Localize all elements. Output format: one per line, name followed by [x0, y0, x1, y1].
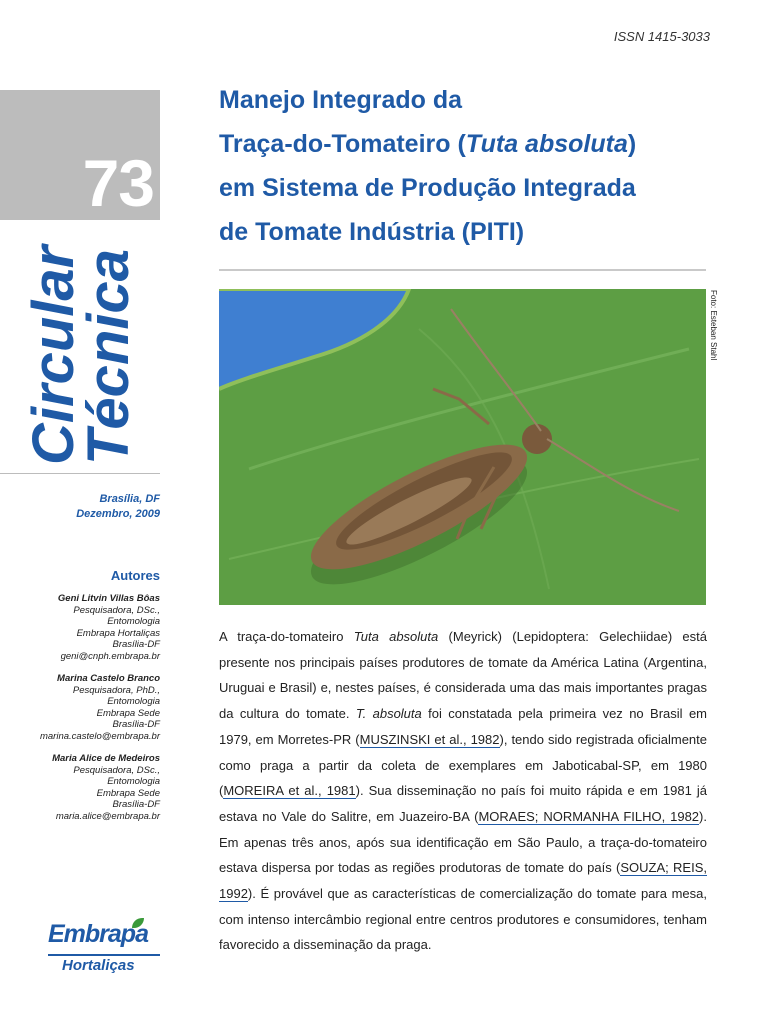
series-title: [21, 225, 156, 465]
title-line-2: [219, 122, 759, 166]
author-city: Brasília-DF: [112, 639, 160, 650]
author-entry: [40, 593, 160, 662]
author-entry: [40, 753, 160, 822]
logo-name: Embrapa: [48, 920, 148, 948]
title-divider: [219, 269, 706, 271]
body-text-segment: ), tendo sido registrada oficialmente como praga a partir da coleta de exemplares em Jaboticabal-SP, em 1980 (: [219, 731, 707, 799]
author-name: Maria Alice de Medeiros: [52, 753, 160, 764]
author-email[interactable]: geni@cnph.embrapa.br: [60, 650, 160, 662]
title-line-1: Manejo Integrado da: [219, 86, 463, 114]
logo-unit: Hortaliças: [62, 957, 135, 974]
body-text-segment: ). Em apenas três anos, após sua identificação em São Paulo, a traça-do-tomateiro estava dispersa por todas as regiões produtoras de tomate do país (: [219, 808, 707, 876]
title-line-4: de Tomate Indústria (PITI): [219, 218, 525, 246]
author-email[interactable]: marina.castelo@embrapa.br: [39, 730, 160, 742]
author-degree: Pesquisadora, DSc.,: [73, 764, 160, 776]
author-name: Marina Castelo Branco: [57, 673, 160, 684]
series-title-word-1: Circular: [21, 245, 86, 465]
authors-list: [40, 593, 160, 833]
author-unit: Embrapa Sede: [96, 707, 160, 719]
sidebar-divider: [0, 473, 160, 474]
body-text-segment: (Meyrick) (Lepidoptera: Gelechiidae) está presente nos principais países produtores de tomate da América Latina (Argentina, Uruguai e Brasil) e, nestes países, é considerada uma das mais importantes pragas da cultura do tomate.: [219, 629, 708, 722]
author-degree: Pesquisadora, DSc.,: [73, 604, 160, 616]
author-entry: [40, 673, 160, 742]
author-unit: Embrapa Sede: [96, 787, 160, 799]
citation-link[interactable]: MOREIRA et al., 1981: [223, 783, 356, 799]
embrapa-logo: [48, 918, 160, 980]
body-text-segment: ). É provável que as características de comercialização do tomate para mesa, com intenso intercâmbio regional entre centros produtores e consumidores, tenham favorecido a disseminação da praga.: [219, 886, 707, 953]
publication-date: Dezembro, 2009: [76, 508, 160, 520]
species-name: T. absoluta: [355, 706, 422, 722]
issn-number: ISSN 1415-3033: [613, 29, 710, 44]
body-text-segment: ). Sua disseminação no país foi muito rápida e em 1981 já estava no Vale do Salitre, em Juazeiro-BA (: [219, 783, 707, 824]
moth-photo: [219, 289, 706, 605]
authors-heading: Autores: [110, 568, 160, 583]
species-name: Tuta absoluta: [465, 130, 628, 158]
series-title-word-2: Técnica: [76, 249, 141, 465]
author-unit: Embrapa Hortaliças: [76, 627, 160, 639]
body-text-segment: foi constatada pela primeira vez no Brasil em 1979, em Morretes-PR (: [219, 706, 708, 747]
title-text: Traça-do-Tomateiro (: [219, 130, 466, 158]
species-name: Tuta absoluta: [353, 629, 439, 644]
logo-divider: [48, 954, 160, 956]
author-city: Brasília-DF: [112, 719, 160, 730]
author-name: Geni Litvin Villas Bôas: [57, 593, 160, 604]
citation-link[interactable]: MUSZINSKI et al., 1982: [359, 731, 500, 747]
title-line-3: em Sistema de Produção Integrada: [219, 174, 636, 202]
citation-link[interactable]: MORAES; NORMANHA FILHO, 1982: [478, 808, 700, 824]
place-date: [76, 492, 160, 522]
moth-on-leaf-image: [219, 289, 706, 605]
intro-paragraph: [219, 624, 707, 958]
author-field: Entomologia: [107, 616, 160, 627]
author-field: Entomologia: [107, 776, 160, 787]
citation-link[interactable]: SOUZA; REIS, 1992: [219, 860, 708, 902]
series-number: 73: [82, 146, 154, 220]
author-degree: Pesquisadora, PhD.,: [72, 684, 160, 696]
author-field: Entomologia: [107, 696, 160, 707]
publication-place: Brasília, DF: [99, 493, 160, 505]
photo-credit: Foto: Esteban Stahl: [709, 290, 718, 361]
body-text-segment: A traça-do-tomateiro: [219, 629, 354, 644]
document-title: [219, 78, 759, 254]
author-email[interactable]: maria.alice@embrapa.br: [55, 810, 160, 822]
title-text: ): [627, 130, 637, 158]
author-city: Brasília-DF: [112, 799, 160, 810]
